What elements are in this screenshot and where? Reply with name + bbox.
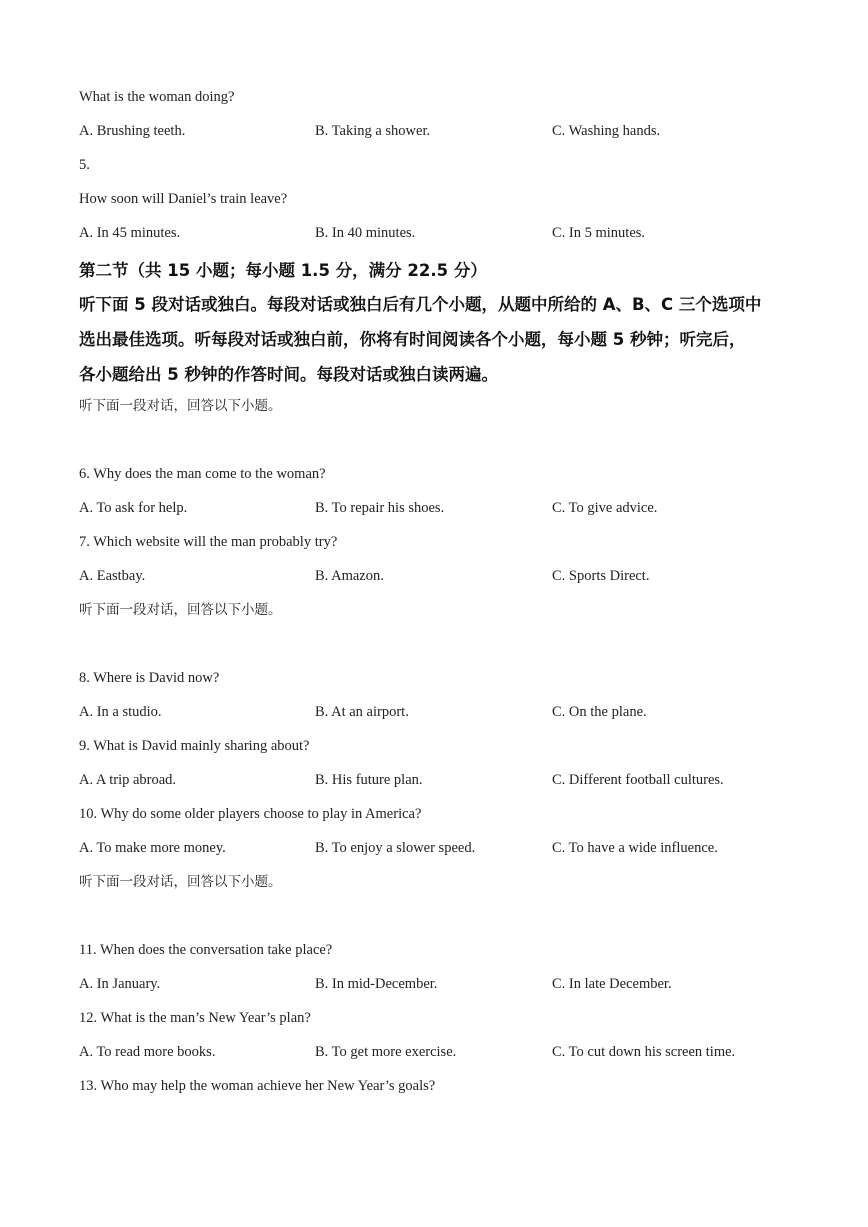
blank-line xyxy=(79,631,809,665)
option-a: A. In 45 minutes. xyxy=(79,225,181,241)
blank-line xyxy=(79,903,809,937)
question-6-options xyxy=(79,495,809,529)
option-c: C. To have a wide influence. xyxy=(552,840,718,856)
question-12-text: 12. What is the man’s New Year’s plan? xyxy=(79,1010,311,1026)
option-b: B. Amazon. xyxy=(315,568,384,584)
question-13-text: 13. Who may help the woman achieve her New Year’s goals? xyxy=(79,1078,436,1094)
question-10-options xyxy=(79,835,809,869)
option-c: C. To cut down his screen time. xyxy=(552,1044,736,1060)
question-12-options xyxy=(79,1039,809,1073)
option-a: A. Brushing teeth. xyxy=(79,123,186,139)
option-c: C. In late December. xyxy=(552,976,672,992)
option-b: B. To get more exercise. xyxy=(315,1044,457,1060)
option-a: A. To read more books. xyxy=(79,1044,216,1060)
question-7-text: 7. Which website will the man probably try? xyxy=(79,534,338,550)
instruction-line-2: 选出最佳选项。听每段对话或独白前，你将有时间阅读各个小题，每小题 5 秒钟；听完后， xyxy=(79,330,746,349)
option-b: B. Taking a shower. xyxy=(315,123,431,139)
option-a: A. In a studio. xyxy=(79,704,162,720)
option-c: C. Different football cultures. xyxy=(552,772,724,788)
option-a: A. A trip abroad. xyxy=(79,772,177,788)
question-9-text: 9. What is David mainly sharing about? xyxy=(79,738,310,754)
exam-page xyxy=(79,84,809,1107)
question-7-options xyxy=(79,563,809,597)
listen-note: 听下面一段对话，回答以下小题。 xyxy=(79,602,282,618)
instruction-line-1: 听下面 5 段对话或独白。每段对话或独白后有几个小题，从题中所给的 A、B、C 三个选项中 xyxy=(79,295,762,314)
question-10-text: 10. Why do some older players choose to play in America? xyxy=(79,806,422,822)
option-b: B. In mid-December. xyxy=(315,976,438,992)
option-a: A. To ask for help. xyxy=(79,500,188,516)
question-5-number: 5. xyxy=(79,157,90,173)
question-8-options xyxy=(79,699,809,733)
option-b: B. At an airport. xyxy=(315,704,409,720)
section-2-header xyxy=(79,254,809,393)
question-6-text: 6. Why does the man come to the woman? xyxy=(79,466,326,482)
option-c: C. On the plane. xyxy=(552,704,647,720)
option-b: B. To enjoy a slower speed. xyxy=(315,840,476,856)
question-8-text: 8. Where is David now? xyxy=(79,670,220,686)
option-a: A. Eastbay. xyxy=(79,568,146,584)
option-b: B. To repair his shoes. xyxy=(315,500,445,516)
option-c: C. Sports Direct. xyxy=(552,568,650,584)
option-c: C. In 5 minutes. xyxy=(552,225,646,241)
option-b: B. In 40 minutes. xyxy=(315,225,416,241)
option-b: B. His future plan. xyxy=(315,772,423,788)
question-9-options xyxy=(79,767,809,801)
question-4-options xyxy=(79,118,809,152)
question-5-options xyxy=(79,220,809,254)
instruction-line-3: 各小题给出 5 秒钟的作答时间。每段对话或独白读两遍。 xyxy=(79,365,498,384)
listen-note: 听下面一段对话，回答以下小题。 xyxy=(79,398,282,414)
option-c: C. To give advice. xyxy=(552,500,658,516)
option-a: A. In January. xyxy=(79,976,161,992)
blank-line xyxy=(79,427,809,461)
section-title: 第二节（共 15 小题；每小题 1.5 分，满分 22.5 分） xyxy=(79,261,487,280)
option-c: C. Washing hands. xyxy=(552,123,661,139)
question-11-text: 11. When does the conversation take place? xyxy=(79,942,333,958)
question-11-options xyxy=(79,971,809,1005)
option-a: A. To make more money. xyxy=(79,840,226,856)
question-5-text: How soon will Daniel’s train leave? xyxy=(79,191,288,207)
question-4-text: What is the woman doing? xyxy=(79,89,235,105)
listen-note: 听下面一段对话，回答以下小题。 xyxy=(79,874,282,890)
